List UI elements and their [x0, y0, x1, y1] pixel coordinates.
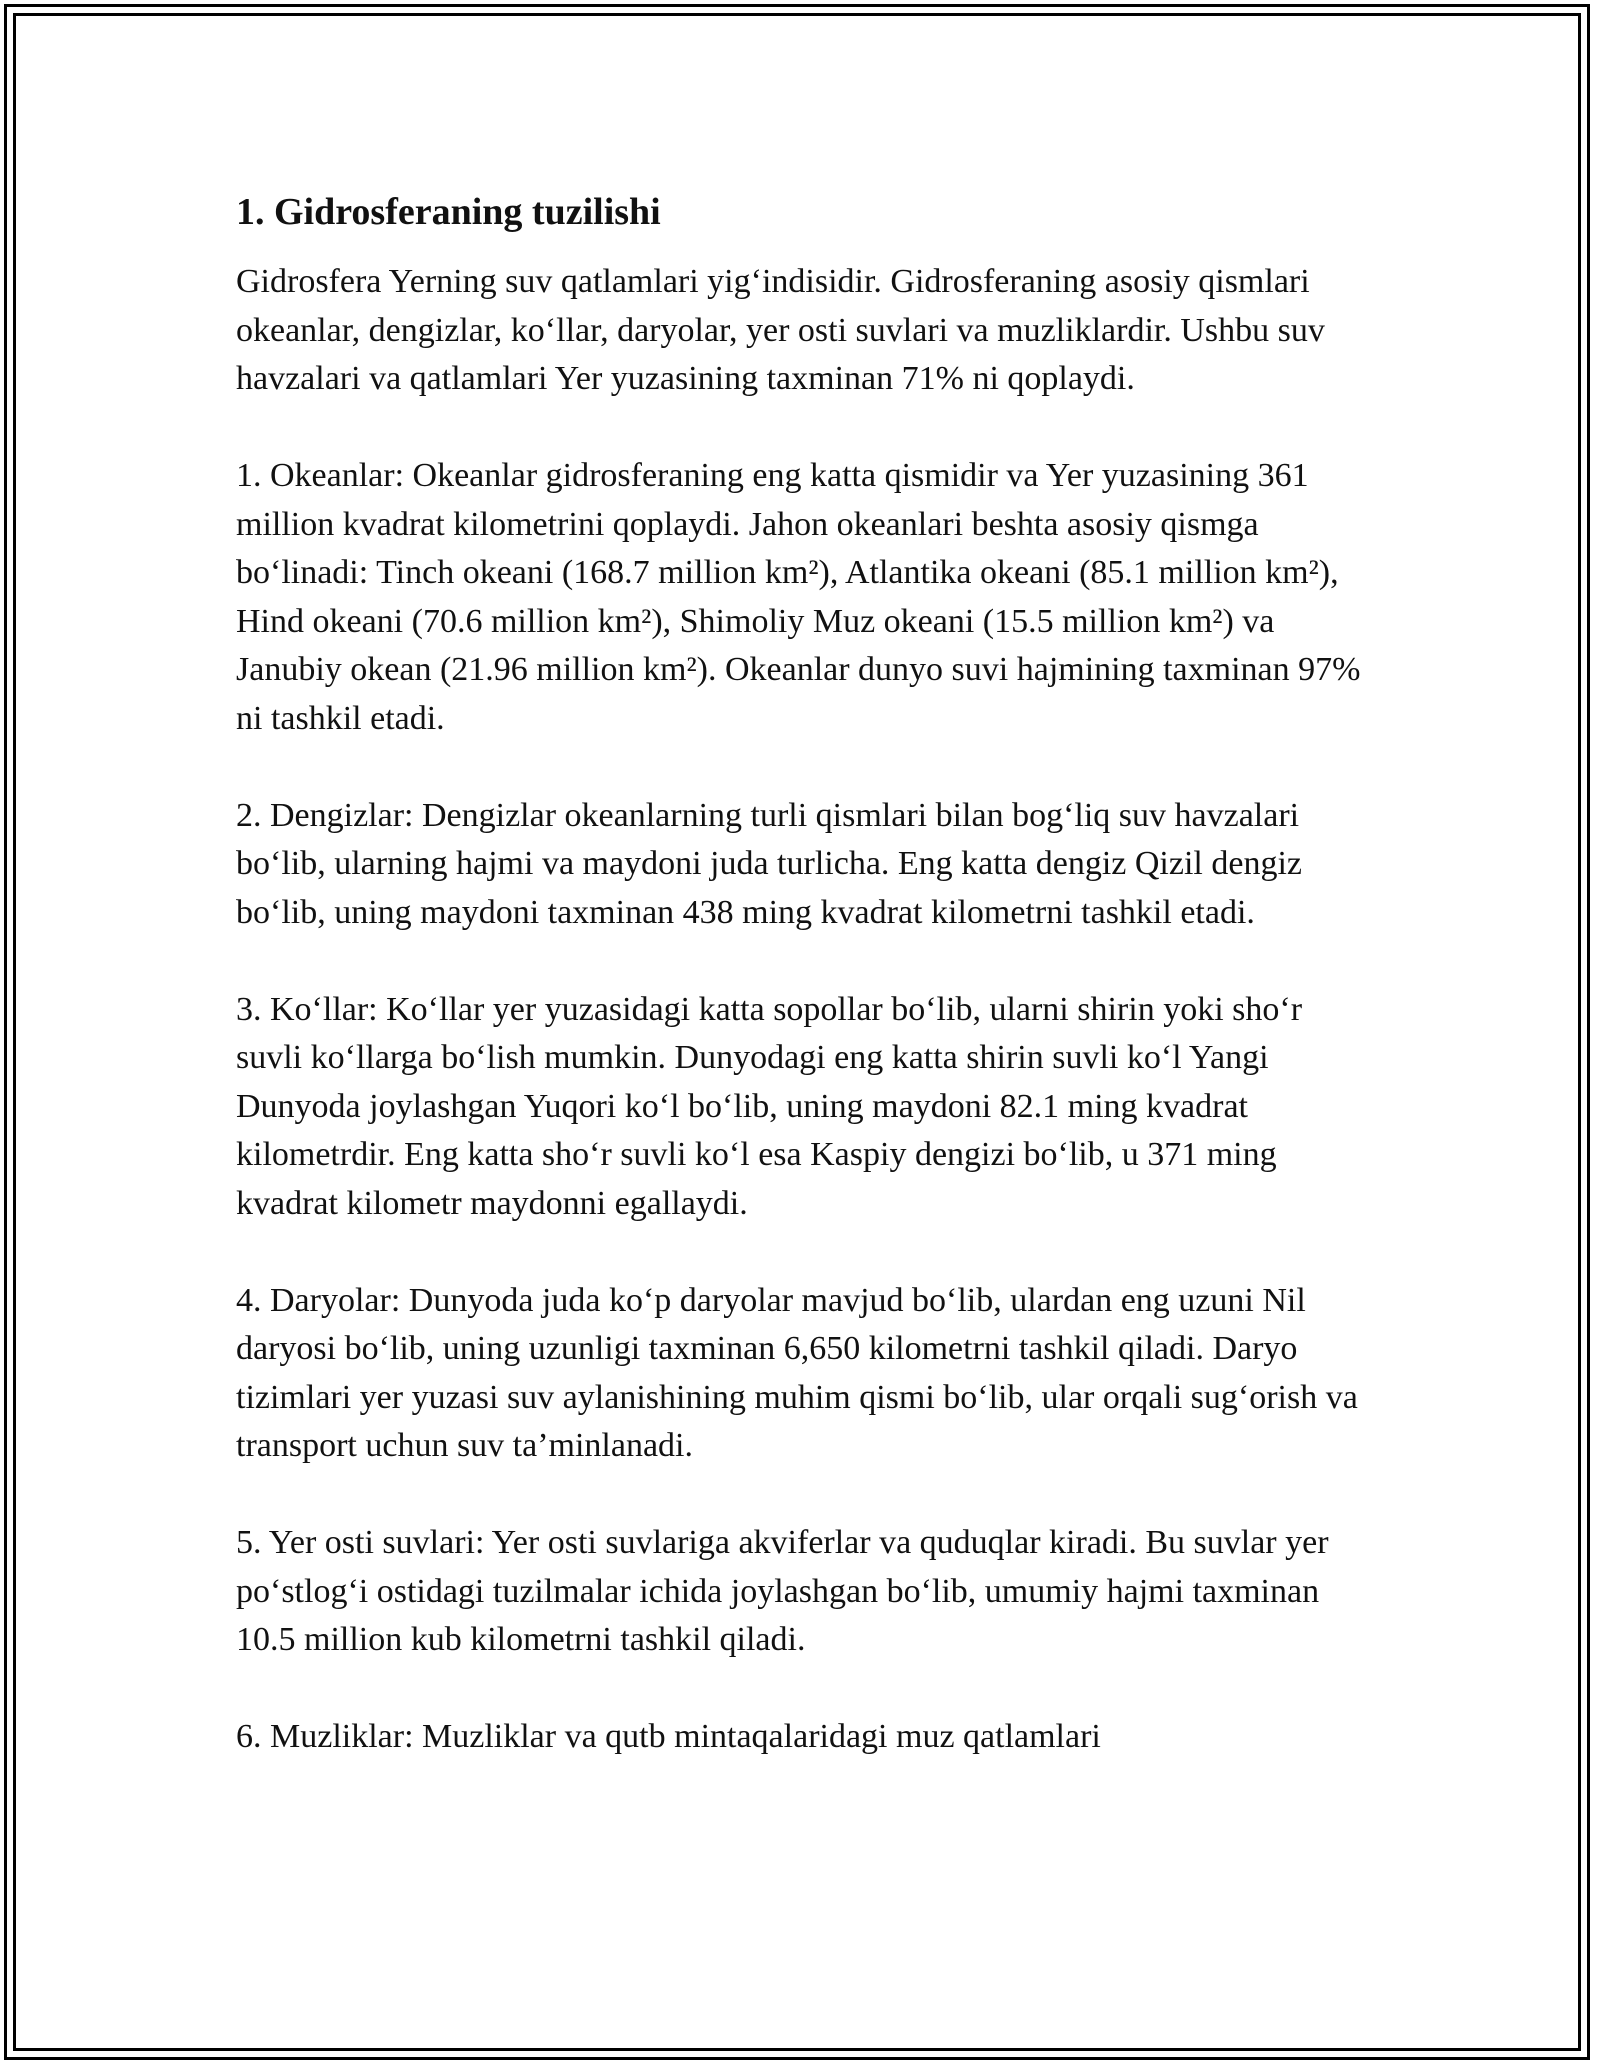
paragraph-intro: Gidrosfera Yerning suv qatlamlari yig‘indisidir. Gidrosferaning asosiy qismlari okeanlar, dengizlar, ko‘llar, daryolar, yer osti suvlari va muzliklardir. Ushbu suv havzalari va qatlamlari Yer yuzasining taxminan 71% ni qoplaydi.	[236, 263, 1325, 397]
paragraph-groundwater: 5. Yer osti suvlari: Yer osti suvlariga akviferlar va quduqlar kiradi. Bu suvlar yer po‘stlog‘i ostidagi tuzilmalar ichida joylashgan bo‘lib, umumiy hajmi taxminan 10.5 million kub kilometrni tashkil qiladi.	[236, 1524, 1329, 1658]
paragraph-seas: 2. Dengizlar: Dengizlar okeanlarning turli qismlari bilan bog‘liq suv havzalari bo‘lib, ularning hajmi va maydoni juda turlicha. Eng katta dengiz Qizil dengiz bo‘lib, uning maydoni taxminan 438 ming kvadrat kilometrni tashkil etadi.	[236, 796, 1302, 931]
paragraph-glaciers: 6. Muzliklar: Muzliklar va qutb mintaqalaridagi muz qatlamlari	[236, 1718, 1101, 1755]
paragraph-rivers: 4. Daryolar: Dunyoda juda ko‘p daryolar mavjud bo‘lib, ulardan eng uzuni Nil daryosi bo‘lib, uning uzunligi taxminan 6,650 kilometrni tashkil qiladi. Daryo tizimlari yer yuzasi suv aylanishining muhim qismi bo‘lib, ular orqali sug‘orish va transport uchun suv ta’minlanadi.	[236, 1281, 1358, 1464]
document-body	[236, 188, 1368, 1810]
document-title: 1. Gidrosferaning tuzilishi	[236, 191, 661, 233]
paragraph-oceans: 1. Okeanlar: Okeanlar gidrosferaning eng katta qismidir va Yer yuzasining 361 million kvadrat kilometrini qoplaydi. Jahon okeanlari beshta asosiy qismga bo‘linadi: Tinch okeani (168.7 million km²), Atlantika okeani (85.1 million km²), Hind okeani (70.6 million km²), Shimoliy Muz okeani (15.5 million km²) va Janubiy okean (21.96 million km²). Okeanlar dunyo suvi hajmining taxminan 97% ni tashkil etadi.	[236, 457, 1361, 737]
paragraph-lakes: 3. Ko‘llar: Ko‘llar yer yuzasidagi katta sopollar bo‘lib, ularni shirin yoki sho‘r suvli ko‘llarga bo‘lish mumkin. Dunyodagi eng katta shirin suvli ko‘l Yangi Dunyoda joylashgan Yuqori ko‘l bo‘lib, uning maydoni 82.1 ming kvadrat kilometrdir. Eng katta sho‘r suvli ko‘l esa Kaspiy dengizi bo‘lib, u 371 ming kvadrat kilometr maydonni egallaydi.	[236, 990, 1303, 1222]
